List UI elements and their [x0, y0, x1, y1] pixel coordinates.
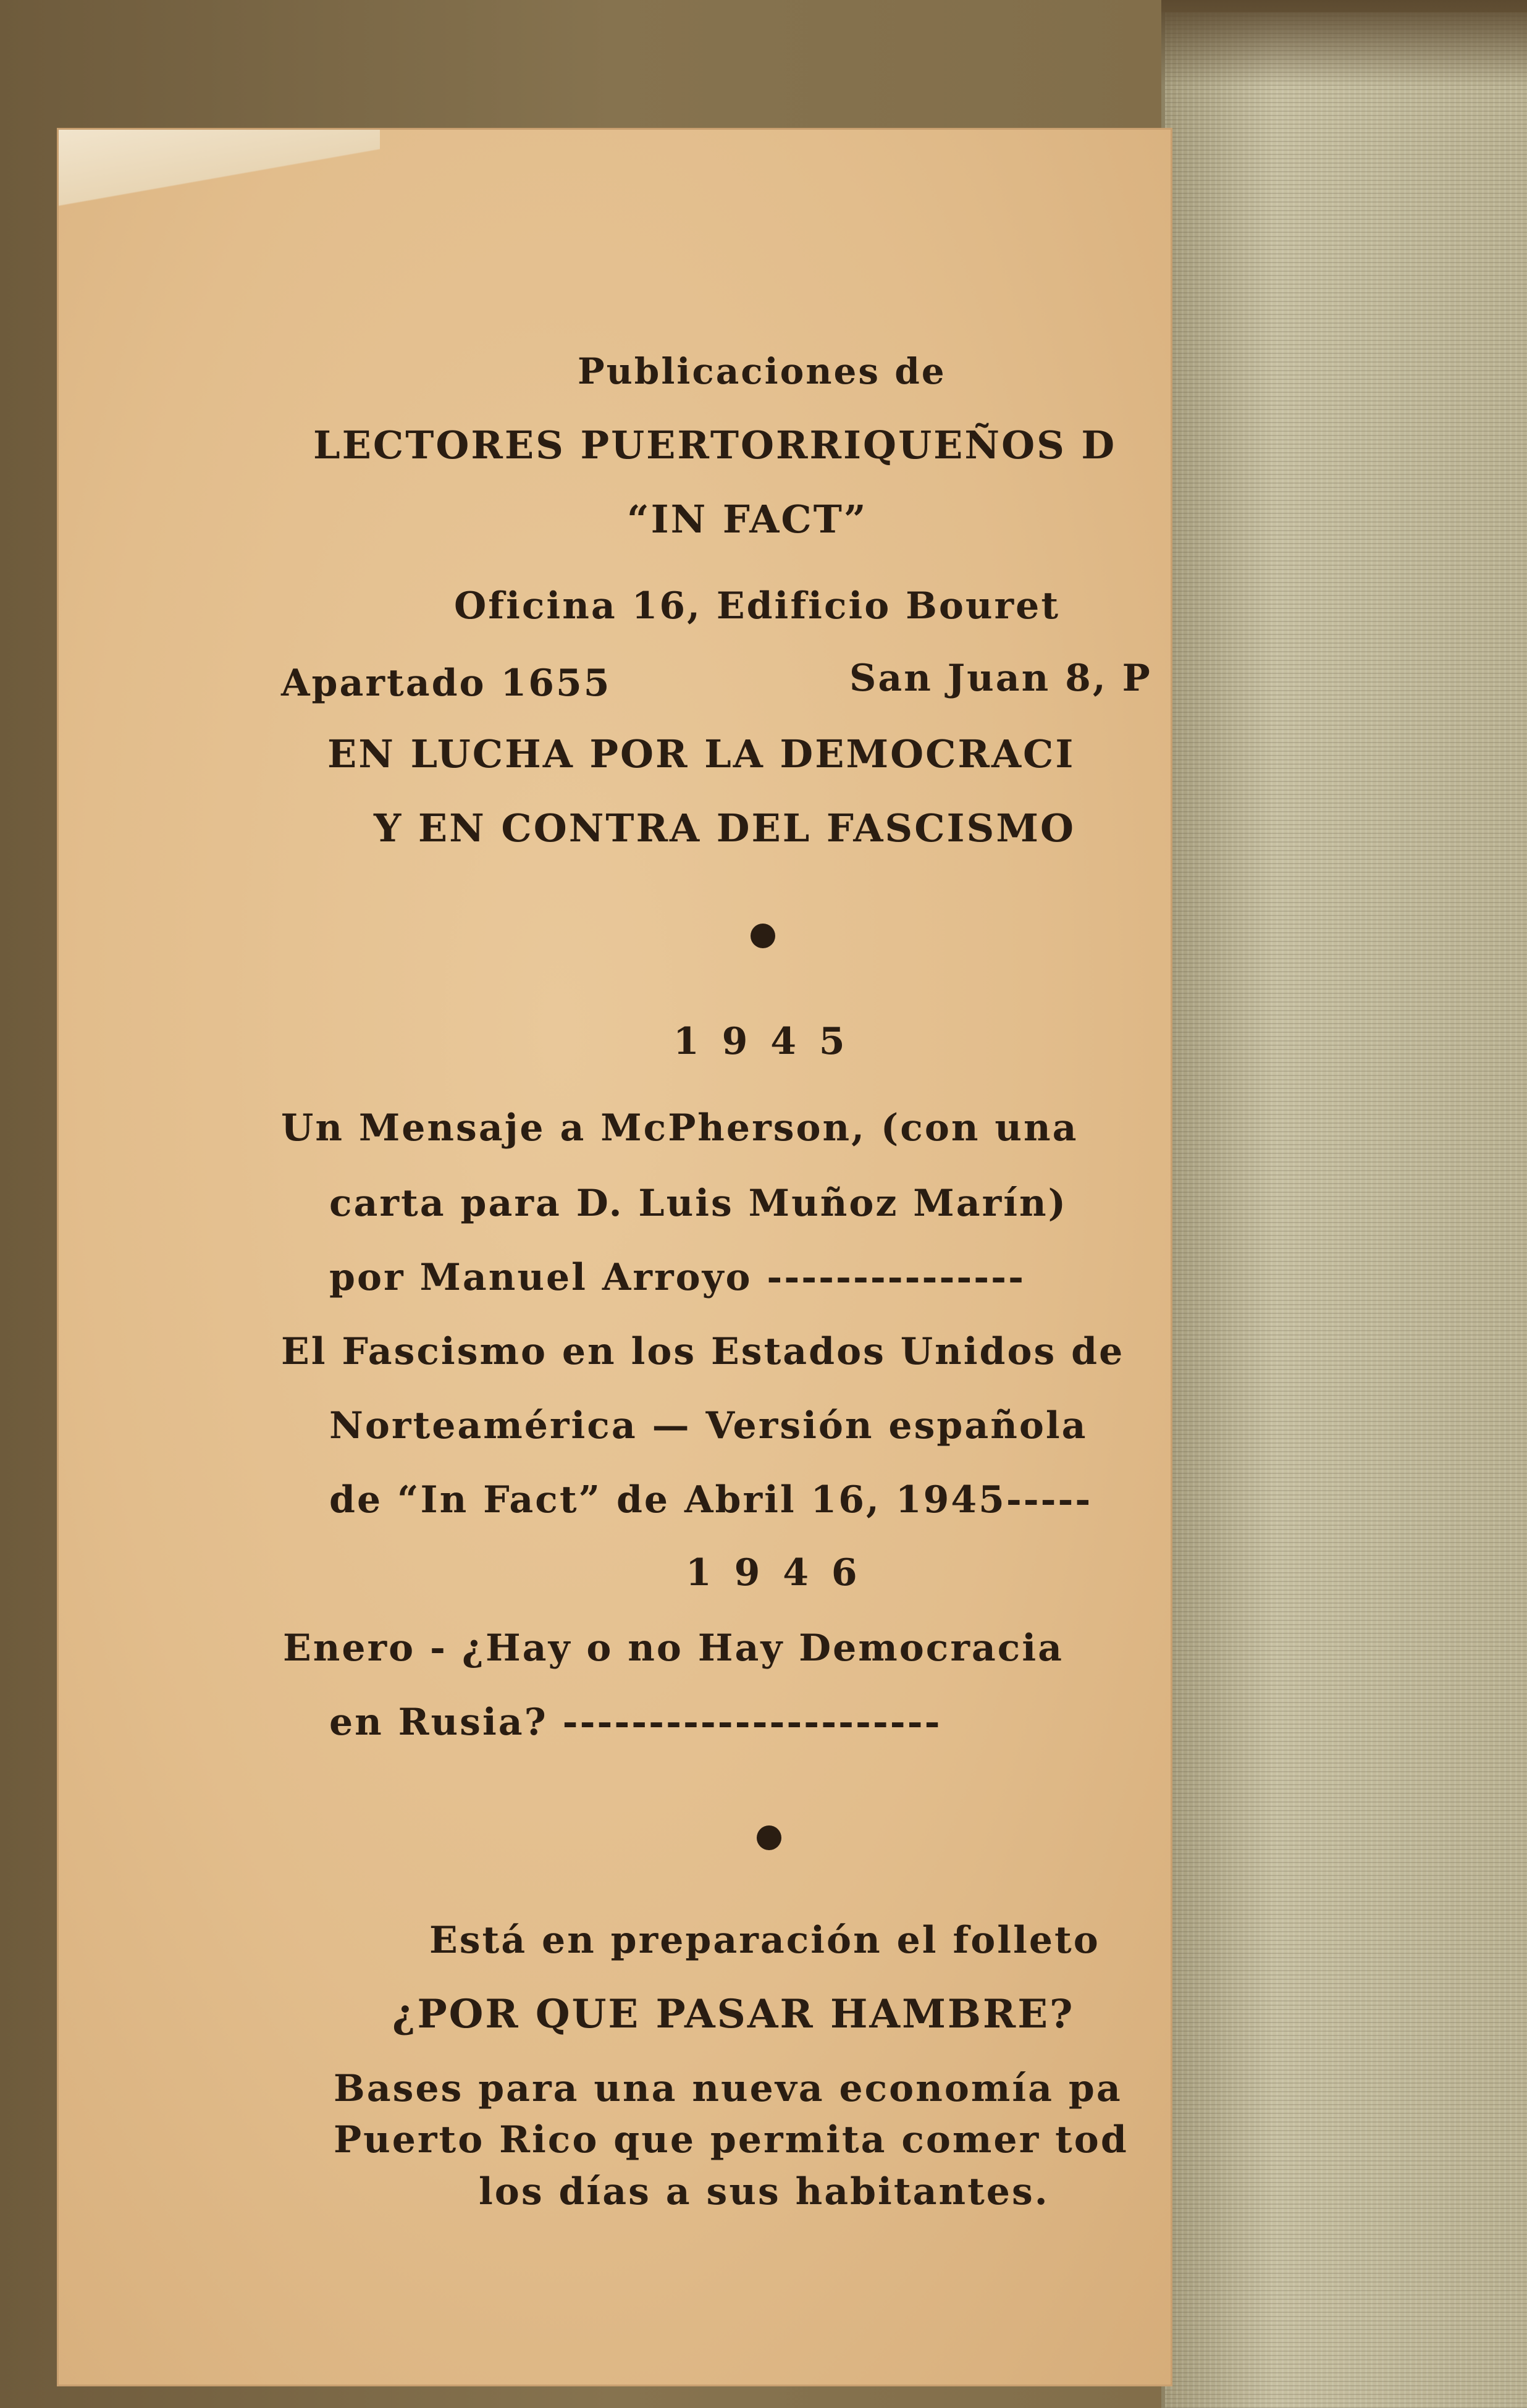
city: San Juan 8, P [849, 657, 1152, 700]
postal-box: Apartado 1655 [281, 662, 612, 705]
entry-1945-1-line1: Un Mensaje a McPherson, (con una [281, 1106, 1079, 1150]
page-text [59, 130, 1171, 2385]
entry-1945-2-line1: El Fascismo en los Estados Unidos de [281, 1330, 1125, 1373]
organization-name: LECTORES PUERTORRIQUEÑOS D [313, 423, 1117, 468]
magazine-name: “IN FACT” [627, 497, 868, 542]
entry-1945-2-line3: de “In Fact” de Abril 16, 1945----- [329, 1478, 1093, 1522]
year-1945: 1 9 4 5 [673, 1020, 850, 1063]
spine-top-shadow [1161, 0, 1527, 86]
separator-dot [751, 924, 775, 948]
forthcoming-desc-2: Puerto Rico que permita comer tod [334, 2118, 1129, 2162]
entry-1946-1-line2: en Rusia? ---------------------- [329, 1701, 942, 1744]
office-address: Oficina 16, Edificio Bouret [454, 584, 1061, 628]
entry-1945-1-line3: por Manuel Arroyo --------------- [329, 1256, 1025, 1299]
forthcoming-title: ¿POR QUE PASAR HAMBRE? [392, 1991, 1075, 2037]
entry-1945-2-line2: Norteamérica — Versión española [329, 1404, 1088, 1447]
year-1946: 1 9 4 6 [686, 1551, 862, 1594]
preparation-note: Está en preparación el folleto [429, 1919, 1100, 1962]
publication-page [59, 130, 1171, 2385]
entry-1946-1-line1: Enero - ¿Hay o no Hay Democracia [283, 1627, 1064, 1670]
forthcoming-desc-3: los días a sus habitantes. [479, 2170, 1050, 2213]
publications-label: Publicaciones de [578, 350, 946, 392]
motto-line-1: EN LUCHA POR LA DEMOCRACI [327, 731, 1075, 777]
cloth-spine [1161, 12, 1527, 2408]
separator-dot [757, 1825, 781, 1850]
forthcoming-desc-1: Bases para una nueva economía pa [334, 2067, 1122, 2110]
entry-1945-1-line2: carta para D. Luis Muñoz Marín) [329, 1182, 1068, 1225]
motto-line-2: Y EN CONTRA DEL FASCISMO [374, 806, 1075, 851]
